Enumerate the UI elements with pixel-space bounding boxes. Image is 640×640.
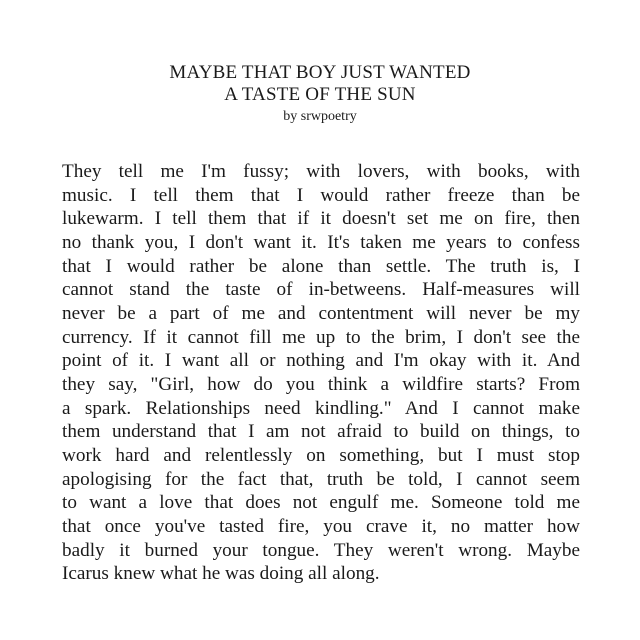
poem-line: that I would rather be alone than settle. The truth is, I (62, 255, 580, 277)
poem-line: they say, "Girl, how do you think a wildfire starts? From (62, 373, 580, 395)
poem-line: never be a part of me and contentment will never be my (62, 302, 580, 324)
poem-line: Icarus knew what he was doing all along. (62, 563, 380, 585)
poem-line: badly it burned your tongue. They weren't wrong. Maybe (62, 539, 580, 561)
poem-line: a spark. Relationships need kindling." And I cannot make (62, 397, 580, 419)
poem-line: point of it. I want all or nothing and I'm okay with it. And (62, 350, 580, 372)
poem-line: no thank you, I don't want it. It's taken me years to confess (62, 231, 580, 253)
poem-byline: by srwpoetry (283, 109, 357, 124)
poem-line: that once you've tasted fire, you crave it, no matter how (62, 515, 580, 537)
poem-body (62, 160, 580, 586)
poem-title-line-1: MAYBE THAT BOY JUST WANTED (169, 62, 471, 83)
poem-line: music. I tell them that I would rather freeze than be (62, 184, 580, 206)
poem-line: cannot stand the taste of in-betweens. Half-measures will (62, 279, 580, 301)
poem-line: lukewarm. I tell them that if it doesn't set me on fire, then (62, 208, 580, 230)
poem-line: They tell me I'm fussy; with lovers, with books, with (62, 161, 580, 182)
poem-line: apologising for the fact that, truth be told, I cannot seem (62, 468, 580, 490)
title-block (0, 62, 640, 126)
poem-line: currency. If it cannot fill me up to the brim, I don't see the (62, 326, 580, 348)
poem-title-line-2: A TASTE OF THE SUN (224, 84, 416, 105)
poem-line: to want a love that does not engulf me. Someone told me (62, 492, 580, 514)
poem-line: work hard and relentlessly on something, but I must stop (62, 444, 580, 466)
poem-line: them understand that I am not afraid to build on things, to (62, 421, 580, 443)
